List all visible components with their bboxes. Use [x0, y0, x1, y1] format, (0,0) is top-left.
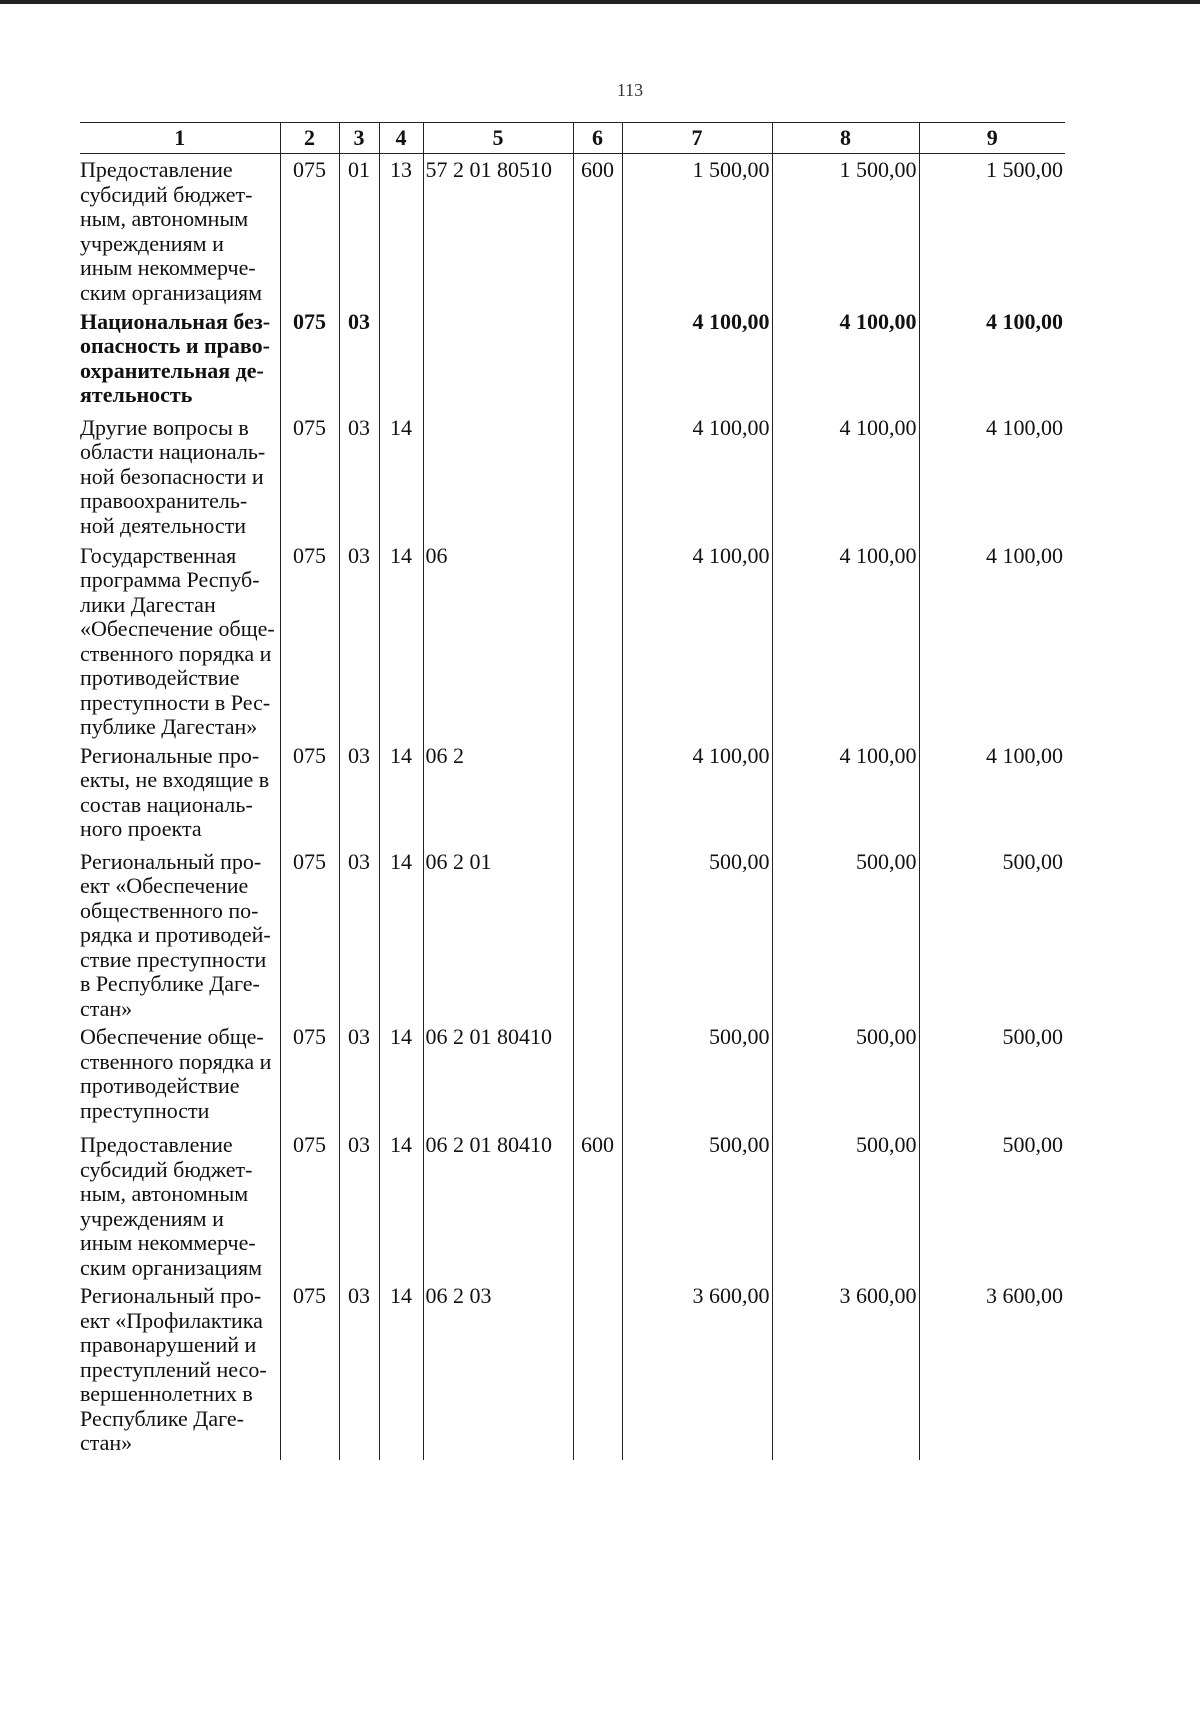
row-section-code: 03 [339, 412, 379, 540]
row-subsection-code: 14 [379, 1129, 423, 1280]
row-subsection-code: 14 [379, 1021, 423, 1129]
table-row [80, 1129, 1065, 1280]
page-number: 113 [616, 80, 644, 100]
row-amount-9: 3 600,00 [919, 1280, 1065, 1460]
header-cell-3: 3 [339, 123, 379, 154]
row-subsection-code: 14 [379, 412, 423, 540]
row-ministry-code: 075 [280, 412, 339, 540]
top-rule [0, 0, 1200, 4]
row-ministry-code: 075 [280, 154, 339, 306]
row-subsection-code [379, 306, 423, 412]
row-name: Предоставление субсидий бюджет- ным, автономным учреждениям и иным некоммерче- ским организациям [80, 1132, 263, 1280]
row-subsection-code: 13 [379, 154, 423, 306]
header-cell-2: 2 [280, 123, 339, 154]
row-amount-7: 4 100,00 [622, 540, 772, 740]
row-target-code: 06 2 [423, 740, 573, 846]
row-amount-8: 1 500,00 [772, 154, 919, 306]
row-amount-7: 4 100,00 [622, 306, 772, 412]
row-ministry-code: 075 [280, 740, 339, 846]
row-section-code: 03 [339, 740, 379, 846]
row-target-code [423, 412, 573, 540]
row-amount-8: 4 100,00 [772, 306, 919, 412]
row-amount-7: 3 600,00 [622, 1280, 772, 1460]
row-section-code: 03 [339, 540, 379, 740]
row-amount-8: 4 100,00 [772, 740, 919, 846]
header-cell-7: 7 [622, 123, 772, 154]
table-row [80, 412, 1065, 540]
row-name: Региональные про- екты, не входящие в состав националь- ного проекта [80, 742, 270, 841]
header-row [80, 123, 1065, 154]
header-cell-6: 6 [573, 123, 622, 154]
row-ministry-code: 075 [280, 1021, 339, 1129]
row-expense-type [573, 412, 622, 540]
table-row [80, 540, 1065, 740]
table-row [80, 740, 1065, 846]
row-target-code: 57 2 01 80510 [423, 154, 573, 306]
row-subsection-code: 14 [379, 740, 423, 846]
row-amount-9: 500,00 [919, 1021, 1065, 1129]
row-expense-type [573, 1021, 622, 1129]
header-cell-8: 8 [772, 123, 919, 154]
row-expense-type [573, 306, 622, 412]
row-ministry-code: 075 [280, 846, 339, 1022]
row-name: Региональный про- ект «Профилактика правонарушений и преступлений несо- вершеннолетних в Республике Даге- стан» [80, 1283, 267, 1455]
row-target-code: 06 [423, 540, 573, 740]
row-name: Обеспечение обще- ственного порядка и противодействие преступности [80, 1024, 272, 1123]
row-expense-type [573, 846, 622, 1022]
row-amount-9: 4 100,00 [919, 412, 1065, 540]
row-amount-8: 500,00 [772, 846, 919, 1022]
row-section-code: 03 [339, 1129, 379, 1280]
row-amount-7: 500,00 [622, 1129, 772, 1280]
header-cell-9: 9 [919, 123, 1065, 154]
row-subsection-code: 14 [379, 540, 423, 740]
row-section-code: 03 [339, 1021, 379, 1129]
row-expense-type [573, 740, 622, 846]
row-amount-8: 500,00 [772, 1129, 919, 1280]
row-subsection-code: 14 [379, 846, 423, 1022]
header-cell-1: 1 [80, 123, 280, 154]
row-subsection-code: 14 [379, 1280, 423, 1460]
row-expense-type: 600 [573, 154, 622, 306]
budget-table [80, 122, 1065, 1460]
header-cell-5: 5 [423, 123, 573, 154]
row-section-code: 03 [339, 846, 379, 1022]
row-amount-9: 500,00 [919, 846, 1065, 1022]
row-amount-7: 1 500,00 [622, 154, 772, 306]
row-name: Региональный про- ект «Обеспечение общественного по- рядка и противодей- ствие преступности в Республике Даге- стан» [80, 848, 271, 1021]
row-amount-7: 4 100,00 [622, 412, 772, 540]
row-name: Другие вопросы в области националь- ной безопасности и правоохранитель- ной деятельности [80, 414, 266, 538]
row-expense-type: 600 [573, 1129, 622, 1280]
row-expense-type [573, 540, 622, 740]
row-amount-9: 4 100,00 [919, 306, 1065, 412]
table-body [80, 154, 1065, 1461]
row-amount-8: 3 600,00 [772, 1280, 919, 1460]
row-ministry-code: 075 [280, 306, 339, 412]
table-row [80, 306, 1065, 412]
row-expense-type [573, 1280, 622, 1460]
row-ministry-code: 075 [280, 540, 339, 740]
table-row [80, 1021, 1065, 1129]
row-section-code: 03 [339, 1280, 379, 1460]
row-amount-9: 1 500,00 [919, 154, 1065, 306]
row-amount-9: 4 100,00 [919, 740, 1065, 846]
row-amount-8: 4 100,00 [772, 540, 919, 740]
row-section-code: 01 [339, 154, 379, 306]
row-target-code [423, 306, 573, 412]
row-amount-9: 500,00 [919, 1129, 1065, 1280]
row-amount-7: 500,00 [622, 846, 772, 1022]
header-cell-4: 4 [379, 123, 423, 154]
table-row [80, 154, 1065, 306]
row-name: Государственная программа Респуб- лики Дагестан «Обеспечение обще- ственного порядка и противодействие преступности в Рес- публике Дагестан» [80, 542, 275, 739]
row-ministry-code: 075 [280, 1280, 339, 1460]
table-row [80, 1280, 1065, 1460]
row-target-code: 06 2 01 80410 [423, 1021, 573, 1129]
row-target-code: 06 2 03 [423, 1280, 573, 1460]
row-amount-8: 4 100,00 [772, 412, 919, 540]
row-amount-9: 4 100,00 [919, 540, 1065, 740]
row-amount-7: 500,00 [622, 1021, 772, 1129]
table-row [80, 846, 1065, 1022]
row-amount-7: 4 100,00 [622, 740, 772, 846]
row-target-code: 06 2 01 [423, 846, 573, 1022]
row-name: Предоставление субсидий бюджет- ным, автономным учреждениям и иным некоммерче- ским организациям [80, 157, 263, 305]
row-amount-8: 500,00 [772, 1021, 919, 1129]
row-target-code: 06 2 01 80410 [423, 1129, 573, 1280]
row-ministry-code: 075 [280, 1129, 339, 1280]
table-header [80, 123, 1065, 154]
row-section-code: 03 [339, 306, 379, 412]
row-name: Национальная без- опасность и право- охранительная де- ятельность [80, 308, 271, 407]
